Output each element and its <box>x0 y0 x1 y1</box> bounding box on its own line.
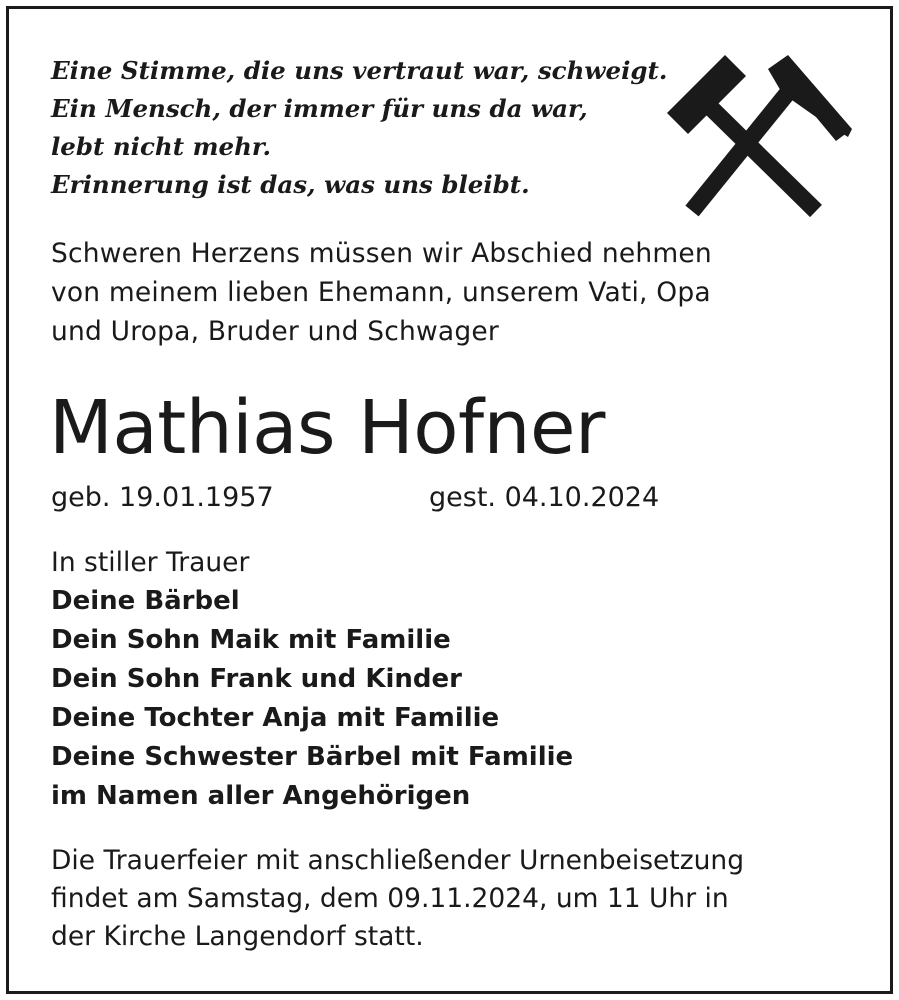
mourner-name: Deine Schwester Bärbel mit Familie <box>51 742 574 772</box>
intro-line: und Uropa, Bruder und Schwager <box>51 316 499 347</box>
poem <box>51 52 667 204</box>
poem-line: Ein Mensch, der immer für uns da war, <box>51 94 588 123</box>
intro-line: von meinem lieben Ehemann, unserem Vati, Opa <box>51 277 711 308</box>
death-date: gest. 04.10.2024 <box>429 482 660 513</box>
service-line: findet am Samstag, dem 09.11.2024, um 11 Uhr in <box>51 883 729 914</box>
hammer-and-pick-icon <box>666 55 852 225</box>
poem-line: lebt nicht mehr. <box>51 132 272 161</box>
mourners <box>51 543 573 816</box>
mourner-name: im Namen aller Angehörigen <box>51 781 471 811</box>
service-line: der Kirche Langendorf statt. <box>51 921 424 952</box>
mourner-name: Dein Sohn Frank und Kinder <box>51 664 462 694</box>
intro-line: Schweren Herzens müssen wir Abschied nehmen <box>51 238 712 269</box>
mourner-name: Dein Sohn Maik mit Familie <box>51 625 451 655</box>
intro-text <box>51 234 712 351</box>
mourners-lead: In stiller Trauer <box>51 547 250 578</box>
mourner-name: Deine Tochter Anja mit Familie <box>51 703 500 733</box>
mourner-name: Deine Bärbel <box>51 586 240 616</box>
service-line: Die Trauerfeier mit anschließender Urnenbeisetzung <box>51 845 745 876</box>
service-info <box>51 842 744 956</box>
deceased-name: Mathias Hofner <box>49 385 605 471</box>
life-dates <box>51 476 751 520</box>
poem-line: Erinnerung ist das, was uns bleibt. <box>51 170 530 199</box>
poem-line: Eine Stimme, die uns vertraut war, schweigt. <box>51 56 668 85</box>
birth-date: geb. 19.01.1957 <box>51 482 274 513</box>
